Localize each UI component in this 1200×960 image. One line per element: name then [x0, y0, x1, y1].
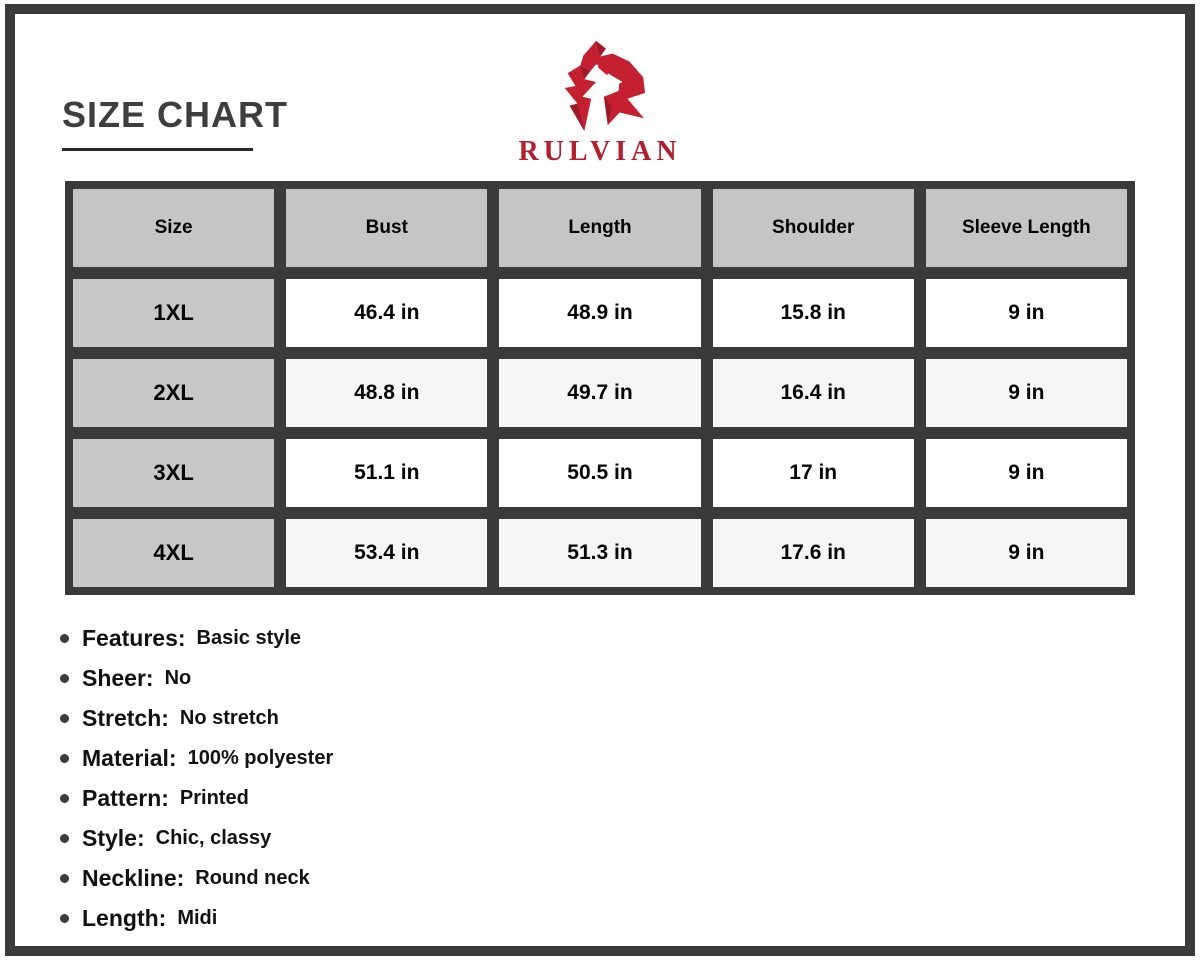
- table-value-cell: 9 in: [926, 519, 1127, 587]
- detail-label: Features:: [82, 624, 186, 651]
- size-table-header-shoulder: Shoulder: [713, 189, 914, 267]
- size-table-header-length: Length: [499, 189, 700, 267]
- table-value-cell: 17 in: [713, 439, 914, 507]
- detail-label: Sheer:: [82, 664, 154, 691]
- bullet-icon: [60, 794, 69, 803]
- detail-value: Printed: [179, 786, 249, 809]
- detail-item-neckline: [60, 858, 333, 898]
- detail-label: Material:: [82, 744, 177, 771]
- detail-value: No stretch: [179, 706, 279, 729]
- detail-label: Style:: [82, 824, 145, 851]
- detail-item-stretch: [60, 698, 333, 738]
- detail-value: Round neck: [195, 866, 310, 889]
- page-title: SIZE CHART: [62, 94, 288, 135]
- detail-value: 100% polyester: [187, 746, 334, 769]
- detail-label: Pattern:: [82, 784, 169, 811]
- brand-logo: [470, 36, 730, 168]
- detail-value: Chic, classy: [155, 826, 272, 849]
- table-value-cell: 9 in: [926, 279, 1127, 347]
- detail-value: No: [164, 666, 192, 689]
- title-block: [62, 94, 288, 151]
- size-cell: 3XL: [73, 439, 274, 507]
- detail-item-features: [60, 618, 333, 658]
- detail-item-sheer: [60, 658, 333, 698]
- detail-item-pattern: [60, 778, 333, 818]
- bullet-icon: [60, 634, 69, 643]
- rulvian-r-logo-icon: [549, 36, 651, 134]
- bullet-icon: [60, 834, 69, 843]
- size-table-header-size: Size: [73, 189, 274, 267]
- table-value-cell: 51.1 in: [286, 439, 487, 507]
- title-underline: [62, 148, 253, 151]
- table-value-cell: 53.4 in: [286, 519, 487, 587]
- table-value-cell: 15.8 in: [713, 279, 914, 347]
- table-value-cell: 50.5 in: [499, 439, 700, 507]
- table-value-cell: 48.8 in: [286, 359, 487, 427]
- table-value-cell: 51.3 in: [499, 519, 700, 587]
- size-cell: 2XL: [73, 359, 274, 427]
- table-value-cell: 46.4 in: [286, 279, 487, 347]
- bullet-icon: [60, 874, 69, 883]
- table-value-cell: 9 in: [926, 359, 1127, 427]
- table-value-cell: 48.9 in: [499, 279, 700, 347]
- size-table-header-bust: Bust: [286, 189, 487, 267]
- detail-item-length: [60, 898, 333, 938]
- size-cell: 1XL: [73, 279, 274, 347]
- detail-item-style: [60, 818, 333, 858]
- size-table: [65, 181, 1135, 595]
- table-value-cell: 17.6 in: [713, 519, 914, 587]
- detail-label: Neckline:: [82, 864, 185, 891]
- detail-label: Stretch:: [82, 704, 169, 731]
- product-details-list: [60, 618, 333, 938]
- table-value-cell: 49.7 in: [499, 359, 700, 427]
- size-cell: 4XL: [73, 519, 274, 587]
- detail-item-material: [60, 738, 333, 778]
- detail-label: Length:: [82, 904, 167, 931]
- bullet-icon: [60, 754, 69, 763]
- table-value-cell: 16.4 in: [713, 359, 914, 427]
- detail-value: Basic style: [196, 626, 302, 649]
- bullet-icon: [60, 674, 69, 683]
- brand-wordmark: RULVIAN: [518, 136, 682, 167]
- bullet-icon: [60, 714, 69, 723]
- detail-value: Midi: [177, 906, 218, 929]
- size-table-header-sleeve-length: Sleeve Length: [926, 189, 1127, 267]
- bullet-icon: [60, 914, 69, 923]
- table-value-cell: 9 in: [926, 439, 1127, 507]
